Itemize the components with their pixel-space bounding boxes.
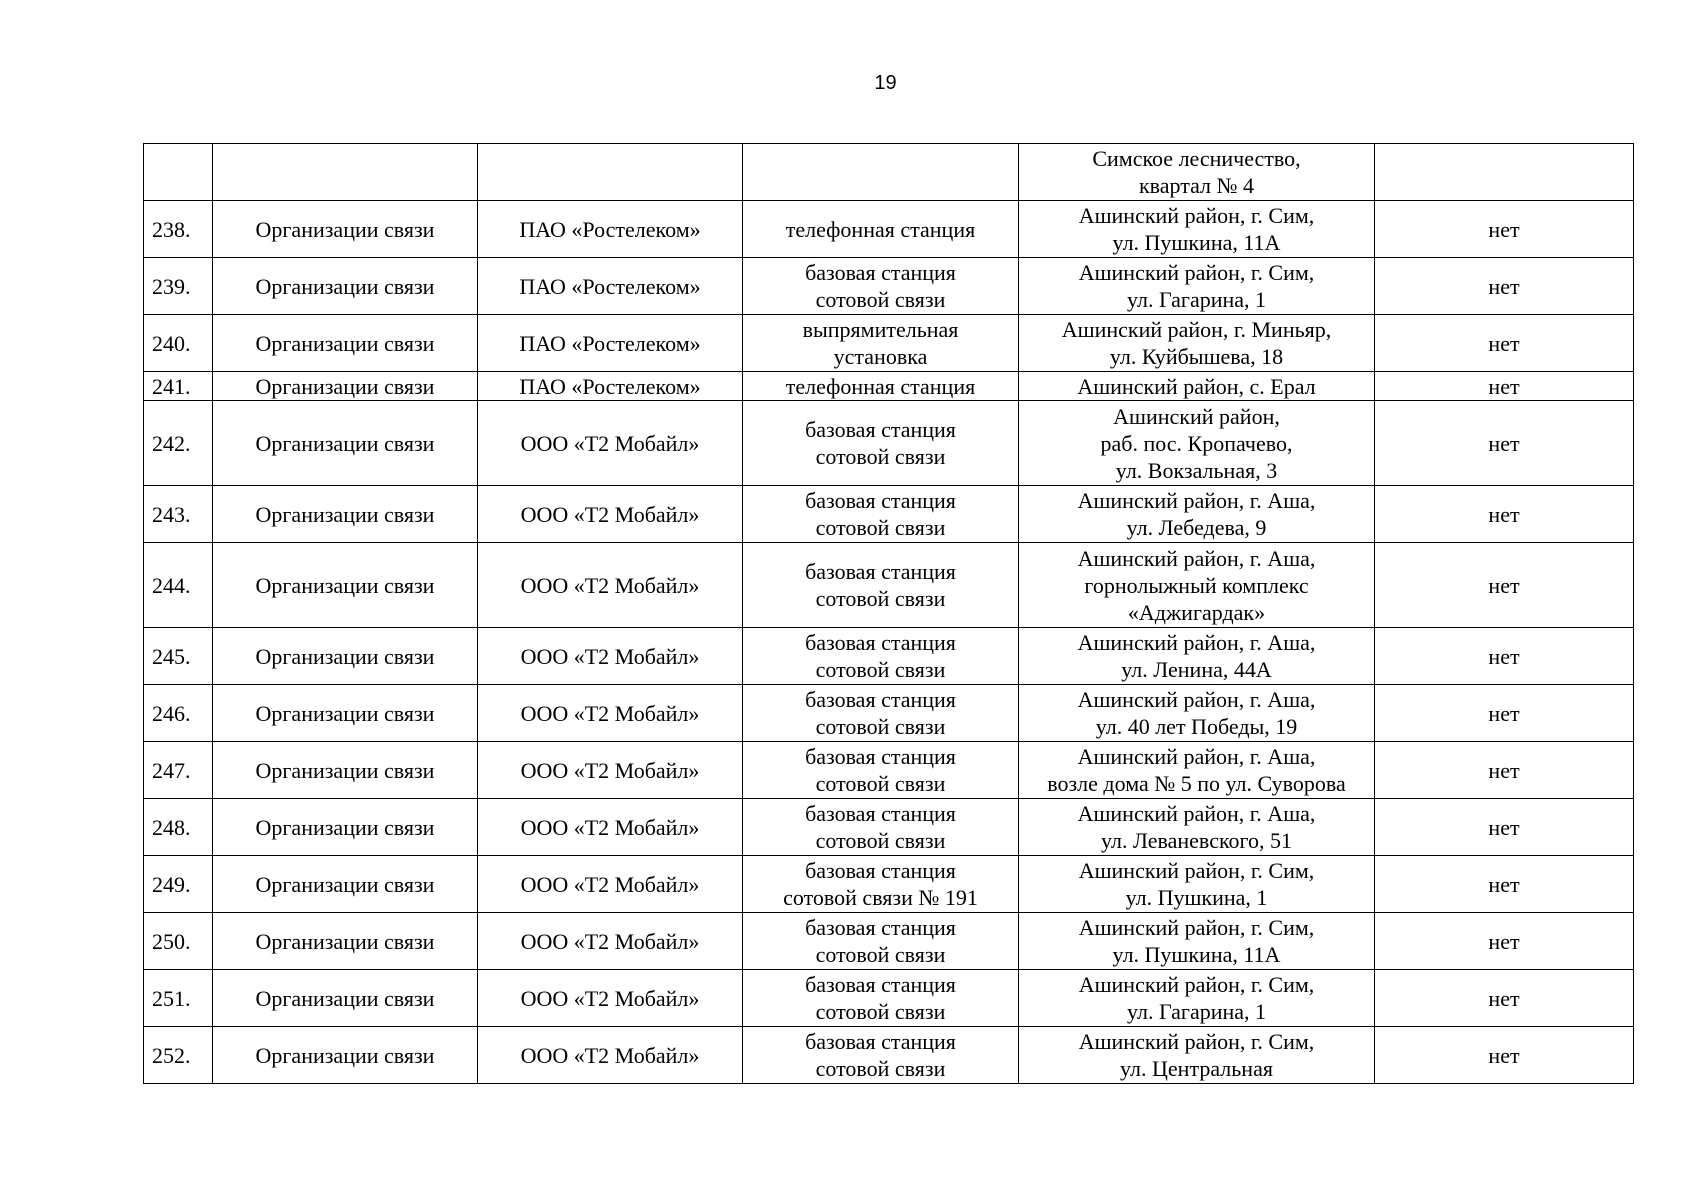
status-cell: нет xyxy=(1375,401,1634,486)
object-cell: базовая станция сотовой связи xyxy=(743,742,1019,799)
row-number-cell: 250. xyxy=(144,913,213,970)
organization-cell: ООО «Т2 Мобайл» xyxy=(478,685,743,742)
address-cell: Симское лесничество, квартал № 4 xyxy=(1019,144,1375,201)
category-cell: Организации связи xyxy=(213,486,478,543)
category-cell: Организации связи xyxy=(213,685,478,742)
row-number-cell: 246. xyxy=(144,685,213,742)
table-row xyxy=(144,315,1634,372)
page-number: 19 xyxy=(874,72,897,94)
address-cell: Ашинский район, г. Аша, ул. Ленина, 44А xyxy=(1019,628,1375,685)
organization-cell: ПАО «Ростелеком» xyxy=(478,372,743,401)
status-cell: нет xyxy=(1375,970,1634,1027)
object-cell: базовая станция сотовой связи xyxy=(743,401,1019,486)
row-number-cell: 244. xyxy=(144,543,213,628)
object-cell: базовая станция сотовой связи № 191 xyxy=(743,856,1019,913)
table-row xyxy=(144,401,1634,486)
row-number-cell: 251. xyxy=(144,970,213,1027)
category-cell: Организации связи xyxy=(213,799,478,856)
category-cell: Организации связи xyxy=(213,970,478,1027)
table-row xyxy=(144,144,1634,201)
table-row xyxy=(144,258,1634,315)
address-cell: Ашинский район, г. Аша, ул. 40 лет Победы, 19 xyxy=(1019,685,1375,742)
row-number-cell: 247. xyxy=(144,742,213,799)
status-cell: нет xyxy=(1375,258,1634,315)
object-cell: базовая станция сотовой связи xyxy=(743,913,1019,970)
category-cell: Организации связи xyxy=(213,543,478,628)
address-cell: Ашинский район, г. Аша, ул. Лебедева, 9 xyxy=(1019,486,1375,543)
status-cell: нет xyxy=(1375,372,1634,401)
table-row xyxy=(144,1027,1634,1084)
address-cell: Ашинский район, раб. пос. Кропачево, ул. Вокзальная, 3 xyxy=(1019,401,1375,486)
address-cell: Ашинский район, г. Сим, ул. Пушкина, 1 xyxy=(1019,856,1375,913)
organization-cell: ПАО «Ростелеком» xyxy=(478,201,743,258)
table-row xyxy=(144,486,1634,543)
status-cell: нет xyxy=(1375,486,1634,543)
row-number-cell: 245. xyxy=(144,628,213,685)
object-cell: телефонная станция xyxy=(743,201,1019,258)
address-cell: Ашинский район, г. Миньяр, ул. Куйбышева, 18 xyxy=(1019,315,1375,372)
address-cell: Ашинский район, г. Сим, ул. Гагарина, 1 xyxy=(1019,970,1375,1027)
category-cell: Организации связи xyxy=(213,742,478,799)
status-cell: нет xyxy=(1375,742,1634,799)
organization-cell: ООО «Т2 Мобайл» xyxy=(478,486,743,543)
organization-cell: ООО «Т2 Мобайл» xyxy=(478,543,743,628)
address-cell: Ашинский район, г. Сим, ул. Пушкина, 11А xyxy=(1019,913,1375,970)
object-cell: базовая станция сотовой связи xyxy=(743,799,1019,856)
table-row xyxy=(144,201,1634,258)
object-cell: выпрямительная установка xyxy=(743,315,1019,372)
status-cell xyxy=(1375,144,1634,201)
address-cell: Ашинский район, г. Сим, ул. Пушкина, 11А xyxy=(1019,201,1375,258)
status-cell: нет xyxy=(1375,1027,1634,1084)
category-cell: Организации связи xyxy=(213,1027,478,1084)
object-cell: базовая станция сотовой связи xyxy=(743,685,1019,742)
row-number-cell: 239. xyxy=(144,258,213,315)
category-cell: Организации связи xyxy=(213,913,478,970)
organization-cell: ООО «Т2 Мобайл» xyxy=(478,401,743,486)
object-cell: базовая станция сотовой связи xyxy=(743,258,1019,315)
objects-table xyxy=(143,143,1634,1084)
table-row xyxy=(144,742,1634,799)
row-number-cell: 252. xyxy=(144,1027,213,1084)
row-number-cell xyxy=(144,144,213,201)
table-row xyxy=(144,970,1634,1027)
status-cell: нет xyxy=(1375,913,1634,970)
address-cell: Ашинский район, г. Аша, возле дома № 5 по ул. Суворова xyxy=(1019,742,1375,799)
row-number-cell: 248. xyxy=(144,799,213,856)
organization-cell: ООО «Т2 Мобайл» xyxy=(478,628,743,685)
row-number-cell: 241. xyxy=(144,372,213,401)
organization-cell: ООО «Т2 Мобайл» xyxy=(478,1027,743,1084)
row-number-cell: 242. xyxy=(144,401,213,486)
status-cell: нет xyxy=(1375,856,1634,913)
category-cell: Организации связи xyxy=(213,315,478,372)
table-row xyxy=(144,799,1634,856)
status-cell: нет xyxy=(1375,201,1634,258)
row-number-cell: 243. xyxy=(144,486,213,543)
category-cell: Организации связи xyxy=(213,258,478,315)
object-cell: базовая станция сотовой связи xyxy=(743,628,1019,685)
object-cell: базовая станция сотовой связи xyxy=(743,486,1019,543)
category-cell: Организации связи xyxy=(213,201,478,258)
object-cell: базовая станция сотовой связи xyxy=(743,1027,1019,1084)
organization-cell: ПАО «Ростелеком» xyxy=(478,258,743,315)
object-cell: базовая станция сотовой связи xyxy=(743,970,1019,1027)
table-row xyxy=(144,628,1634,685)
row-number-cell: 249. xyxy=(144,856,213,913)
address-cell: Ашинский район, г. Сим, ул. Центральная xyxy=(1019,1027,1375,1084)
category-cell xyxy=(213,144,478,201)
organization-cell: ООО «Т2 Мобайл» xyxy=(478,970,743,1027)
table-row xyxy=(144,372,1634,401)
organization-cell: ООО «Т2 Мобайл» xyxy=(478,799,743,856)
organization-cell: ООО «Т2 Мобайл» xyxy=(478,742,743,799)
status-cell: нет xyxy=(1375,628,1634,685)
organization-cell: ООО «Т2 Мобайл» xyxy=(478,856,743,913)
address-cell: Ашинский район, г. Аша, горнолыжный комплекс «Аджигардак» xyxy=(1019,543,1375,628)
object-cell: телефонная станция xyxy=(743,372,1019,401)
object-cell xyxy=(743,144,1019,201)
organization-cell xyxy=(478,144,743,201)
organization-cell: ООО «Т2 Мобайл» xyxy=(478,913,743,970)
organization-cell: ПАО «Ростелеком» xyxy=(478,315,743,372)
category-cell: Организации связи xyxy=(213,401,478,486)
address-cell: Ашинский район, с. Ерал xyxy=(1019,372,1375,401)
table-row xyxy=(144,543,1634,628)
table-row xyxy=(144,856,1634,913)
status-cell: нет xyxy=(1375,799,1634,856)
object-cell: базовая станция сотовой связи xyxy=(743,543,1019,628)
table-row xyxy=(144,685,1634,742)
status-cell: нет xyxy=(1375,685,1634,742)
table-body xyxy=(144,144,1634,1084)
category-cell: Организации связи xyxy=(213,856,478,913)
address-cell: Ашинский район, г. Сим, ул. Гагарина, 1 xyxy=(1019,258,1375,315)
row-number-cell: 238. xyxy=(144,201,213,258)
category-cell: Организации связи xyxy=(213,372,478,401)
status-cell: нет xyxy=(1375,543,1634,628)
table-row xyxy=(144,913,1634,970)
row-number-cell: 240. xyxy=(144,315,213,372)
address-cell: Ашинский район, г. Аша, ул. Леваневского, 51 xyxy=(1019,799,1375,856)
category-cell: Организации связи xyxy=(213,628,478,685)
status-cell: нет xyxy=(1375,315,1634,372)
